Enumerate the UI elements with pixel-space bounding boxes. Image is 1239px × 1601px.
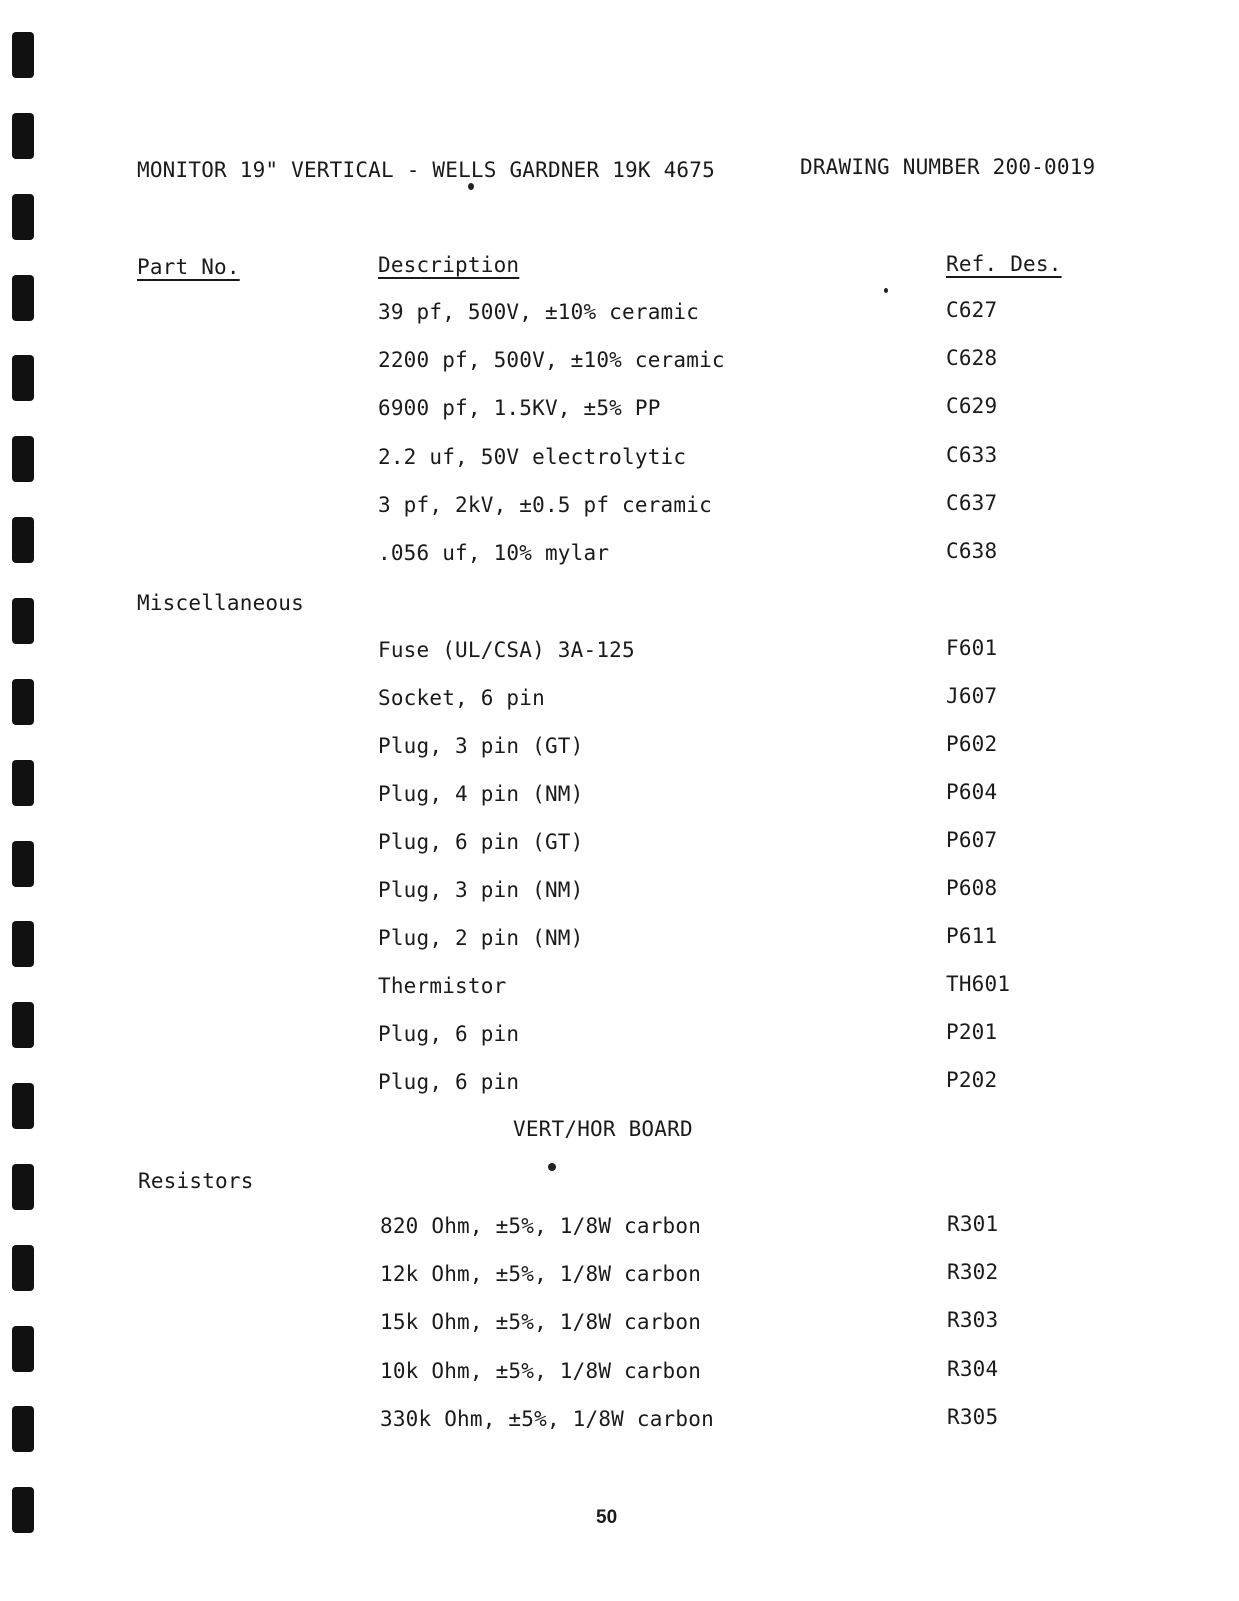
ref-designator: P602 xyxy=(946,732,998,756)
page-number: 50 xyxy=(596,1507,618,1528)
ref-designator: TH601 xyxy=(946,972,1011,996)
ref-designator: R305 xyxy=(947,1404,999,1429)
section-heading-resistors: Resistors xyxy=(138,1169,254,1193)
ref-designator: P202 xyxy=(946,1068,998,1092)
section-heading-miscellaneous: Miscellaneous xyxy=(137,591,304,615)
binder-hole xyxy=(12,1406,34,1452)
column-header-description: Description xyxy=(378,253,520,277)
ref-designator: C637 xyxy=(946,490,998,515)
ref-designator: R302 xyxy=(947,1260,999,1285)
binder-hole xyxy=(12,275,34,321)
part-description: 2.2 uf, 50V electrolytic xyxy=(378,444,687,469)
part-description: 2200 pf, 500V, ±10% ceramic xyxy=(378,348,725,373)
binder-hole xyxy=(12,1326,34,1372)
binder-hole xyxy=(12,1083,34,1129)
part-description: Plug, 2 pin (NM) xyxy=(378,926,584,950)
part-description: Plug, 4 pin (NM) xyxy=(378,782,584,806)
ref-designator: C633 xyxy=(946,442,998,467)
part-description: Plug, 3 pin (GT) xyxy=(378,734,584,758)
binder-hole xyxy=(12,679,34,725)
binder-hole xyxy=(12,1245,34,1291)
binder-hole xyxy=(12,113,34,159)
part-description: 39 pf, 500V, ±10% ceramic xyxy=(378,300,700,324)
ref-designator: C638 xyxy=(946,539,998,563)
part-description: Plug, 6 pin xyxy=(378,1022,520,1046)
part-description: Plug, 6 pin xyxy=(378,1070,520,1094)
speck xyxy=(548,1163,556,1171)
speck xyxy=(884,288,888,293)
binder-hole xyxy=(12,194,34,240)
part-description: Socket, 6 pin xyxy=(378,686,545,710)
binder-hole xyxy=(12,32,34,78)
part-description: 330k Ohm, ±5%, 1/8W carbon xyxy=(380,1406,714,1431)
part-description: 15k Ohm, ±5%, 1/8W carbon xyxy=(380,1310,702,1335)
part-description: 10k Ohm, ±5%, 1/8W carbon xyxy=(380,1358,702,1383)
part-description: .056 uf, 10% mylar xyxy=(378,541,610,565)
binder-hole xyxy=(12,1487,34,1533)
binder-hole xyxy=(12,760,34,806)
ref-designator: P201 xyxy=(946,1020,998,1044)
ref-designator: P607 xyxy=(946,828,998,852)
part-description: 6900 pf, 1.5KV, ±5% PP xyxy=(378,396,661,421)
ref-designator: R301 xyxy=(947,1212,999,1236)
binder-hole xyxy=(12,921,34,967)
binder-hole xyxy=(12,517,34,563)
ref-designator: C629 xyxy=(946,394,998,419)
ref-designator: P608 xyxy=(946,876,998,900)
ref-designator: C627 xyxy=(946,298,998,322)
part-description: 3 pf, 2kV, ±0.5 pf ceramic xyxy=(378,492,712,517)
binder-hole xyxy=(12,436,34,482)
ref-designator: C628 xyxy=(946,346,998,371)
column-header-ref-des: Ref. Des. xyxy=(946,252,1062,276)
binder-hole xyxy=(12,841,34,887)
ref-designator: P604 xyxy=(946,780,998,804)
binder-hole xyxy=(12,1164,34,1210)
binder-hole xyxy=(12,598,34,644)
ref-designator: F601 xyxy=(946,636,998,660)
part-description: 820 Ohm, ±5%, 1/8W carbon xyxy=(380,1214,702,1238)
binder-hole xyxy=(12,355,34,401)
part-description: Plug, 6 pin (GT) xyxy=(378,830,584,854)
drawing-number: DRAWING NUMBER 200-0019 xyxy=(800,155,1096,179)
part-description: Plug, 3 pin (NM) xyxy=(378,878,584,902)
column-header-part-no: Part No. xyxy=(137,255,240,279)
board-heading: VERT/HOR BOARD xyxy=(513,1117,693,1141)
ref-designator: P611 xyxy=(946,924,998,948)
ref-designator: R303 xyxy=(947,1308,999,1333)
part-description: Fuse (UL/CSA) 3A-125 xyxy=(378,638,635,662)
ref-designator: J607 xyxy=(946,684,998,708)
ref-designator: R304 xyxy=(947,1356,999,1381)
binder-hole xyxy=(12,1002,34,1048)
part-description: 12k Ohm, ±5%, 1/8W carbon xyxy=(380,1262,702,1287)
speck xyxy=(468,183,474,190)
document-title: MONITOR 19" VERTICAL - WELLS GARDNER 19K 4675 xyxy=(137,158,715,182)
part-description: Thermistor xyxy=(378,974,507,998)
